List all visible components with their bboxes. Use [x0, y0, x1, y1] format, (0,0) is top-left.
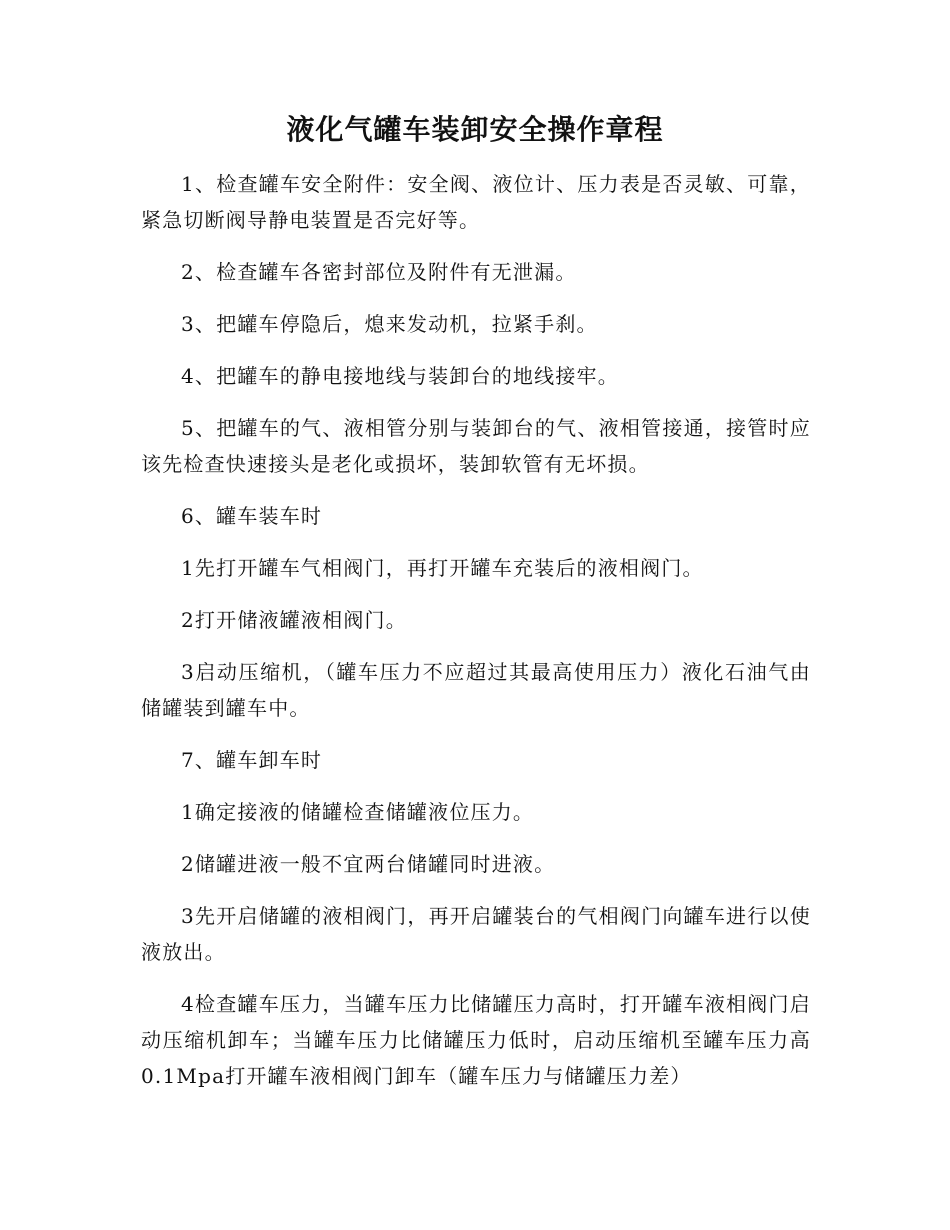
paragraph-1: 1、检查罐车安全附件：安全阀、液位计、压力表是否灵敏、可靠，紧急切断阀导静电装置是否完好等。: [141, 172, 811, 232]
document-title: 液化气罐车装卸安全操作章程: [286, 113, 664, 146]
paragraph-4: 4、把罐车的静电接地线与装卸台的地线接牢。: [181, 364, 619, 388]
paragraph-3: 3、把罐车停隐后，熄来发动机，拉紧手刹。: [181, 312, 598, 336]
paragraph-7-step-4: 4检查罐车压力，当罐车压力比储罐压力高时，打开罐车液相阀门启动压缩机卸车；当罐车压力比储罐压力低时，启动压缩机至罐车压力高0.1Mpa打开罐车液相阀门卸车（罐车压力与储罐压力差）: [141, 992, 811, 1088]
paragraph-6-heading: 6、罐车装车时: [181, 504, 323, 528]
paragraph-7-step-3: 3先开启储罐的液相阀门，再开启罐装台的气相阀门向罐车进行以使液放出。: [141, 904, 811, 964]
paragraph-7-step-2: 2储罐进液一般不宜两台储罐同时进液。: [181, 852, 556, 876]
paragraph-6-step-2: 2打开储液罐液相阀门。: [181, 608, 407, 632]
paragraph-6-step-3: 3启动压缩机，（罐车压力不应超过其最高使用压力）液化石油气由储罐装到罐车中。: [141, 660, 811, 720]
paragraph-7-step-1: 1确定接液的储罐检查储罐液位压力。: [181, 800, 535, 824]
paragraph-5: 5、把罐车的气、液相管分别与装卸台的气、液相管接通，接管时应该先检查快速接头是老化或损坏，装卸软管有无坏损。: [141, 416, 811, 476]
paragraph-7-heading: 7、罐车卸车时: [181, 748, 323, 772]
document-body: [141, 166, 811, 1110]
paragraph-6-step-1: 1先打开罐车气相阀门，再打开罐车充装后的液相阀门。: [181, 556, 704, 580]
paragraph-2: 2、检查罐车各密封部位及附件有无泄漏。: [181, 260, 577, 284]
